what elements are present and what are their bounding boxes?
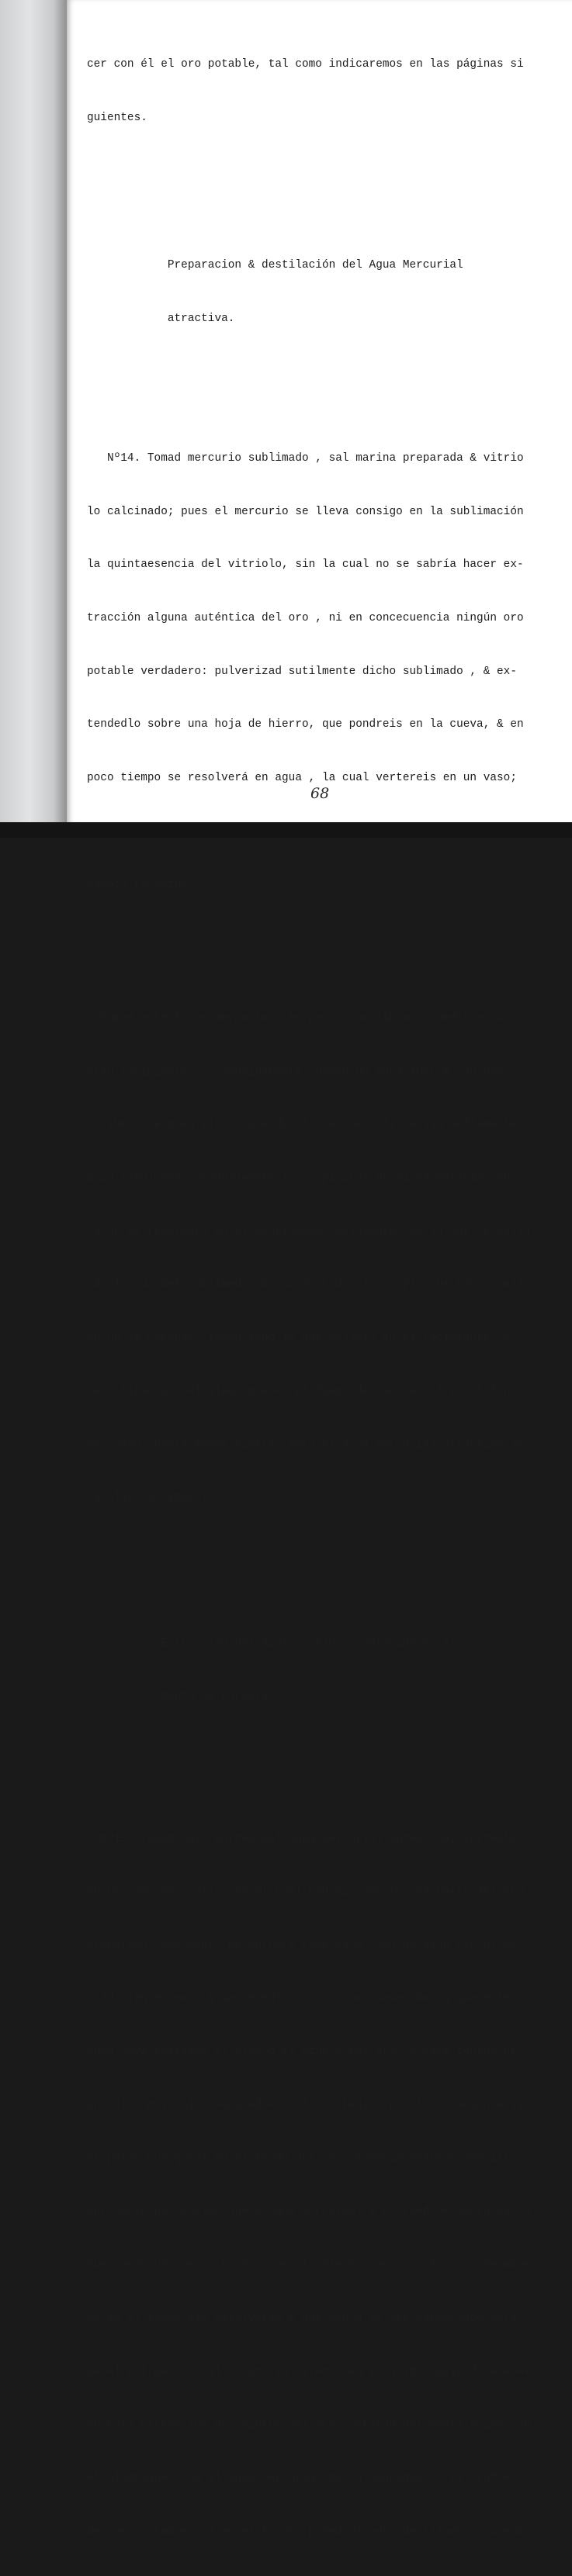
text-line: ce en el fondo sin disolverse & que habrá de ser conservado para: [87, 2311, 517, 2325]
text-line: de él extraer la sal , como ya diremos en el Nº18. Habiendo acaba-: [87, 2365, 531, 2378]
text-line: que quede un cuerpo blanco como la nieve, cuerpo solar que permane: [87, 2259, 531, 2272]
text-line: Nº15. Tomad seis partes del agua mercurial antedicha, vertedla: [87, 1832, 517, 1845]
text-line: preparado como manto de púrpura reservado como ha sido dicho; ce-: [87, 1938, 524, 1952]
text-line: Nº14. Tomad mercurio sublimado , sal marina preparada & vitrio: [87, 451, 524, 465]
text-line: del oro permanecerá en el fondo; poned vinagre destilado a la emi: [87, 2525, 524, 2538]
section-heading: atractiva.: [87, 312, 235, 325]
text-line: el alambique toda el agua mercurial hasta sequedad, & el azufre: [87, 2471, 511, 2484]
book-gutter: [0, 0, 67, 822]
text-line: rà el agua del sublimado, & cuando todos los espíritus hayan sali-: [87, 1278, 531, 1291]
text-line: agregadle por encima nueva agua mercurial & extraed de nuevo hasta: [87, 2205, 531, 2218]
section-heading: Preparacion & destilación del Agua Mercurial: [87, 258, 463, 271]
text-line: el polvo que queda en el fondo del vaso todavía aparece amarillo,: [87, 2152, 524, 2165]
text-line: rectificad por el alambique en el fuego de cenizas, & en el fondo: [87, 1385, 524, 1398]
text-line: agua haya extraído el alma o el azufre del oro, & esté teñida de: [87, 2045, 517, 2059]
text-line: un color muy rojo: separad este licor teñido por inclinación & si: [87, 2099, 524, 2112]
text-line: potable verdadero: pulverizad sutilmente dicho sublimado , & ex-: [87, 665, 517, 678]
text-line: lo calcinado; pues el mercurio se lleva consigo en la sublimación: [87, 505, 524, 518]
section-heading: Manto de Púrpurà.: [87, 1691, 276, 1704]
spacer: [87, 947, 568, 956]
spacer: [87, 180, 568, 203]
text-line: guientes.: [87, 111, 147, 124]
page-number: 68: [310, 785, 330, 802]
spacer: [87, 1760, 568, 1777]
spacer: [87, 1561, 568, 1582]
text-line: tracción alguna auténtica del oro , ni en concecuencia ningún oro: [87, 611, 524, 624]
text-line: en un vaso de vidrio, en el cual habreis puesto una parte del oro: [87, 1886, 524, 1899]
spacer: [87, 381, 568, 396]
section-heading: Extraccion del Azufre delOro contenido en el: [87, 1637, 457, 1651]
text-line: Tomad este licor mercurial, en peso, una libra; ponedlo en un: [87, 1011, 511, 1025]
text-line: rá clara & limpia.: [87, 1492, 208, 1505]
text-line: calor de reverbero en el mencionado recipiente, en la que se halla: [87, 1225, 531, 1238]
scanned-page: [67, 0, 572, 2538]
text-line: hayais recogido.: [87, 878, 195, 891]
text-line: poco tiempo se resolverá en agua , la cual vertereis en un vaso;: [87, 772, 517, 785]
text-line: do de la cornuda, tomad todo lo que halleis en el recipiente, &: [87, 1332, 511, 1345]
text-line: cer con él el oro potable, tal como indicaremos en las páginas si: [87, 57, 524, 71]
scanner-edge: [0, 822, 572, 838]
page-text: [87, 20, 568, 2576]
text-line: do esta extracción del azufre del oro, retirad por destilación con: [87, 2419, 531, 2432]
text-line: tendedlo sobre una hoja de hierro, que pondreis en la cueva, & en: [87, 718, 524, 731]
text-line: rrad bien el vaso & mantenedlo a un calor suave, hasta que este -: [87, 1992, 524, 2005]
text-line: gran recipiente y , seguidamente, haced un agua fuerte con dos -: [87, 1065, 517, 1078]
text-line: del vaso, habrá mucha tierra, pero el agua mercurial atractiva se: [87, 1438, 524, 1451]
text-line: libras de buen vitriolo & dos libras de salitre sin deflemarlas,: [87, 1119, 531, 1132]
text-line: la quintaesencia del vitriolo, sin la cual no se sabría hacer ex-: [87, 558, 524, 572]
text-line: & id expulsando gradualmente los espíritus de dicha materia con: [87, 1171, 511, 1184]
